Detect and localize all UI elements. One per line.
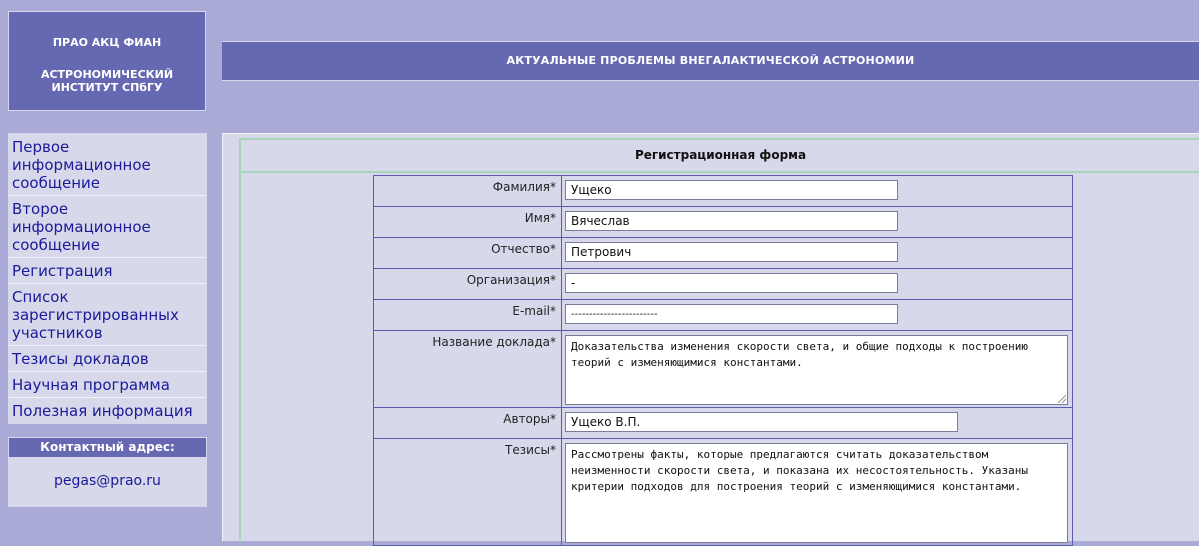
nav-item-first-announcement[interactable]: Первое информационное сообщение [9, 134, 206, 196]
authors-label: Авторы* [374, 408, 562, 439]
logo-line-spbgu: ИНСТИТУТ СПбГУ [51, 81, 163, 94]
form-row-surname [374, 176, 1073, 207]
nav-item-second-announcement[interactable]: Второе информационное сообщение [9, 196, 206, 258]
email-input[interactable]: ------------------------ [565, 304, 898, 324]
abstract-text: Рассмотрены факты, которые предлагаются считать доказательством неизменности скорости света, и показана их несостоятельность. Указаны критерии подходов для построения теорий с изменяющимися константами. [571, 448, 1028, 493]
nav-item-abstracts[interactable]: Тезисы докладов [9, 346, 206, 372]
email-label: E-mail* [374, 300, 562, 331]
registration-form [373, 175, 1073, 546]
organization-input[interactable]: - [565, 273, 898, 293]
nav-item-participants[interactable]: Список зарегистрированных участников [9, 284, 206, 346]
name-input[interactable]: Вячеслав [565, 211, 898, 231]
contact-box [8, 437, 207, 507]
authors-input[interactable]: Ущеко В.П. [565, 412, 958, 432]
form-row-patronymic [374, 238, 1073, 269]
resize-grip-icon[interactable] [1058, 395, 1066, 403]
form-row-name [374, 207, 1073, 238]
patronymic-label: Отчество* [374, 238, 562, 269]
form-row-email [374, 300, 1073, 331]
sidebar-nav [8, 133, 207, 424]
form-row-abstract [374, 439, 1073, 546]
form-row-organization [374, 269, 1073, 300]
organization-label: Организация* [374, 269, 562, 300]
abstract-label: Тезисы* [374, 439, 562, 546]
contact-email-link[interactable]: pegas@prao.ru [54, 473, 161, 489]
patronymic-input[interactable]: Петрович [565, 242, 898, 262]
nav-item-registration[interactable]: Регистрация [9, 258, 206, 284]
surname-label: Фамилия* [374, 176, 562, 207]
nav-item-useful-info[interactable]: Полезная информация [9, 398, 206, 423]
logo-line-prao: ПРАО АКЦ ФИАН [52, 36, 162, 49]
abstract-textarea[interactable] [565, 443, 1068, 543]
logo-line-institute: АСТРОНОМИЧЕСКИЙ [40, 68, 174, 81]
form-row-talk-title [374, 331, 1073, 408]
nav-item-program[interactable]: Научная программа [9, 372, 206, 398]
institution-logo [8, 11, 206, 111]
conference-banner: АКТУАЛЬНЫЕ ПРОБЛЕМЫ ВНЕГАЛАКТИЧЕСКОЙ АСТРОНОМИИ [222, 41, 1199, 81]
talk-title-textarea[interactable] [565, 335, 1068, 405]
surname-input[interactable]: Ущеко [565, 180, 898, 200]
contact-heading: Контактный адрес: [9, 438, 206, 457]
form-row-authors [374, 408, 1073, 439]
talk-title-text: Доказательства изменения скорости света, и общие подходы к построению теорий с изменяющимися константами. [571, 340, 1028, 369]
form-title: Регистрационная форма [241, 140, 1199, 173]
name-label: Имя* [374, 207, 562, 238]
talk-title-label: Название доклада* [374, 331, 562, 408]
main-content [222, 133, 1199, 541]
